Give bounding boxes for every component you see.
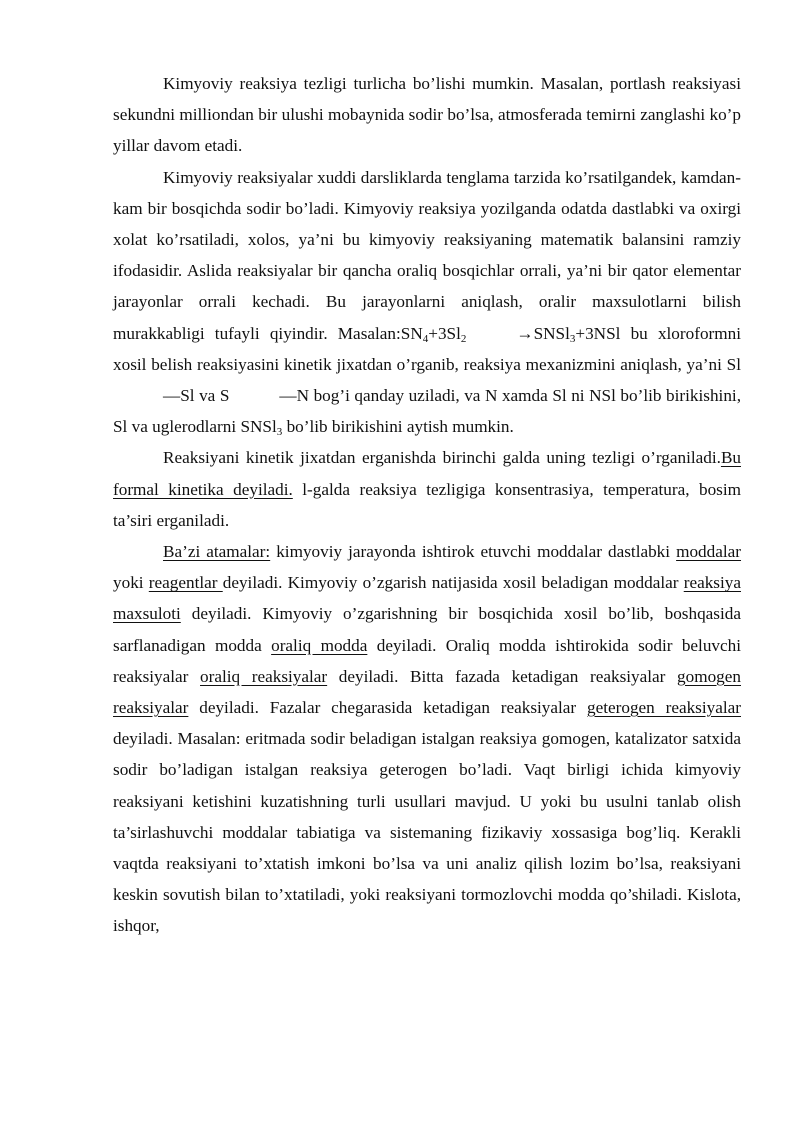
subscript: 3 (276, 426, 283, 439)
paragraph-text: deyiladi. Masalan: eritmada sodir beladigan istalgan reaksiya gomogen, katalizator satxida sodir bo’ladigan istalgan reaksiya geterogen bo’ladi. Vaqt birligi ichida kimyoviy reaksiyani ketishini kuzatishning turli usullari mavjud. U yoki bu usulni tanlab olish ta’sirlashuvchi moddalar tabiatiga va sistemaning fizikaviy xossasiga bog’liq. Kerakli vaqtda reaksiyani to’xtatish imkoni bo’lsa va uni analiz qilish lozim bo’lsa, reaksiyani keskin sovutish bilan to’xtatiladi, yoki reaksiyani tormozlovchi modda qo’shiladi. Kislota, ishqor, (113, 729, 741, 936)
underlined-term: oraliq reaksiyalar (200, 666, 328, 686)
paragraph-text: bo’lib birikishini aytish mumkin. (282, 417, 514, 437)
paragraph-text: kimyoviy jarayonda ishtirok etuvchi moddalar dastlabki (270, 542, 677, 562)
paragraph-text: Kimyoviy reaksiyalar xuddi darsliklarda tenglama tarzida ko’rsatilgandek, kamdan-kam bir bosqichda sodir bo’ladi. Kimyoviy reaksiya yozilganda odatda dastlabki va oxirgi xolat ko’rsatiladi, xolos, ya’ni bu kimyoviy reaksiyaning matematik balansini ramziy ifodasidir. Aslida reaksiyalar bir qancha oraliq bosqichlar orrali, ya’ni bir qator elementar jarayonlar orrali kechadi. Bu jarayonlarni aniqlash, oralir maxsulotlarni bilish murakkabligi tufayli qiyindir. Masalan:SN (113, 167, 741, 343)
underlined-term: geterogen reaksiyalar (587, 698, 741, 718)
paragraph-formal-kinetics (113, 442, 741, 536)
underlined-term: moddalar (676, 542, 742, 562)
paragraph-text: deyiladi. Kimyoviy o’zgarishning bir bosqichida xosil bo’lib, boshqasida sarflanadigan modda (113, 604, 741, 655)
paragraph-text: deyiladi. Oraliq modda ishtirokida sodir beluvchi reaksiyalar (113, 635, 742, 686)
paragraph-text: deyiladi. Fazalar chegarasida ketadigan reaksiyalar (188, 698, 587, 718)
chemical-bond: — (163, 386, 181, 406)
paragraph-reaction-rate (113, 68, 741, 162)
paragraph-text: N bog’i qanday uziladi, va N xamda Sl ni NSl bo’lib birikishini, Sl va uglerodlarni SNSl (113, 386, 741, 437)
chemical-bond: — (279, 386, 297, 406)
paragraph-text: l-galda reaksiya tezligiga konsentrasiya, temperatura, bosim ta’siri erganiladi. (113, 479, 741, 530)
underlined-term: reaksiya maxsuloti (113, 573, 741, 624)
paragraph-text: +3Sl (428, 323, 461, 343)
paragraph-text: deyiladi. Bitta fazada ketadigan reaksiyalar (327, 666, 678, 686)
underlined-term: Bu formal kinetika deyiladi. (113, 448, 741, 499)
underlined-term: Ba’zi atamalar: (163, 542, 271, 562)
paragraph-reaction-stages (113, 162, 741, 443)
paragraph-text: +3NSl bu xloroformni xosil belish reaksiyasini kinetik jixatdan o’rganib, reaksiya mexanizmini aniqlash, ya’ni Sl (113, 323, 742, 374)
paragraph-text: yoki (113, 573, 149, 593)
paragraph-text: SNSl (533, 323, 570, 343)
subscript: 4 (422, 332, 429, 345)
paragraph-terms (113, 536, 741, 942)
paragraph-text: deyiladi. Kimyoviy o’zgarish natijasida xosil beladigan moddalar (222, 573, 684, 593)
subscript: 3 (569, 332, 576, 345)
underlined-term: gomogen reaksiyalar (113, 666, 741, 718)
paragraph-text: Sl va S (180, 386, 230, 406)
subscript: 2 (460, 332, 467, 345)
paragraph-text: Kimyoviy reaksiya tezligi turlicha bo’lishi mumkin. Masalan, portlash reaksiyasi sekundni milliondan bir ulushi mobaynida sodir bo’lsa, atmosferada temirni zanglashi ko’p yillar davom etadi. (113, 74, 741, 156)
underlined-term: reagentlar (148, 573, 223, 593)
reaction-arrow: → (516, 323, 534, 343)
underlined-term: oraliq modda (271, 635, 368, 655)
document-page (113, 68, 741, 942)
paragraph-text: Reaksiyani kinetik jixatdan erganishda birinchi galda uning tezligi o’rganiladi. (163, 448, 721, 468)
